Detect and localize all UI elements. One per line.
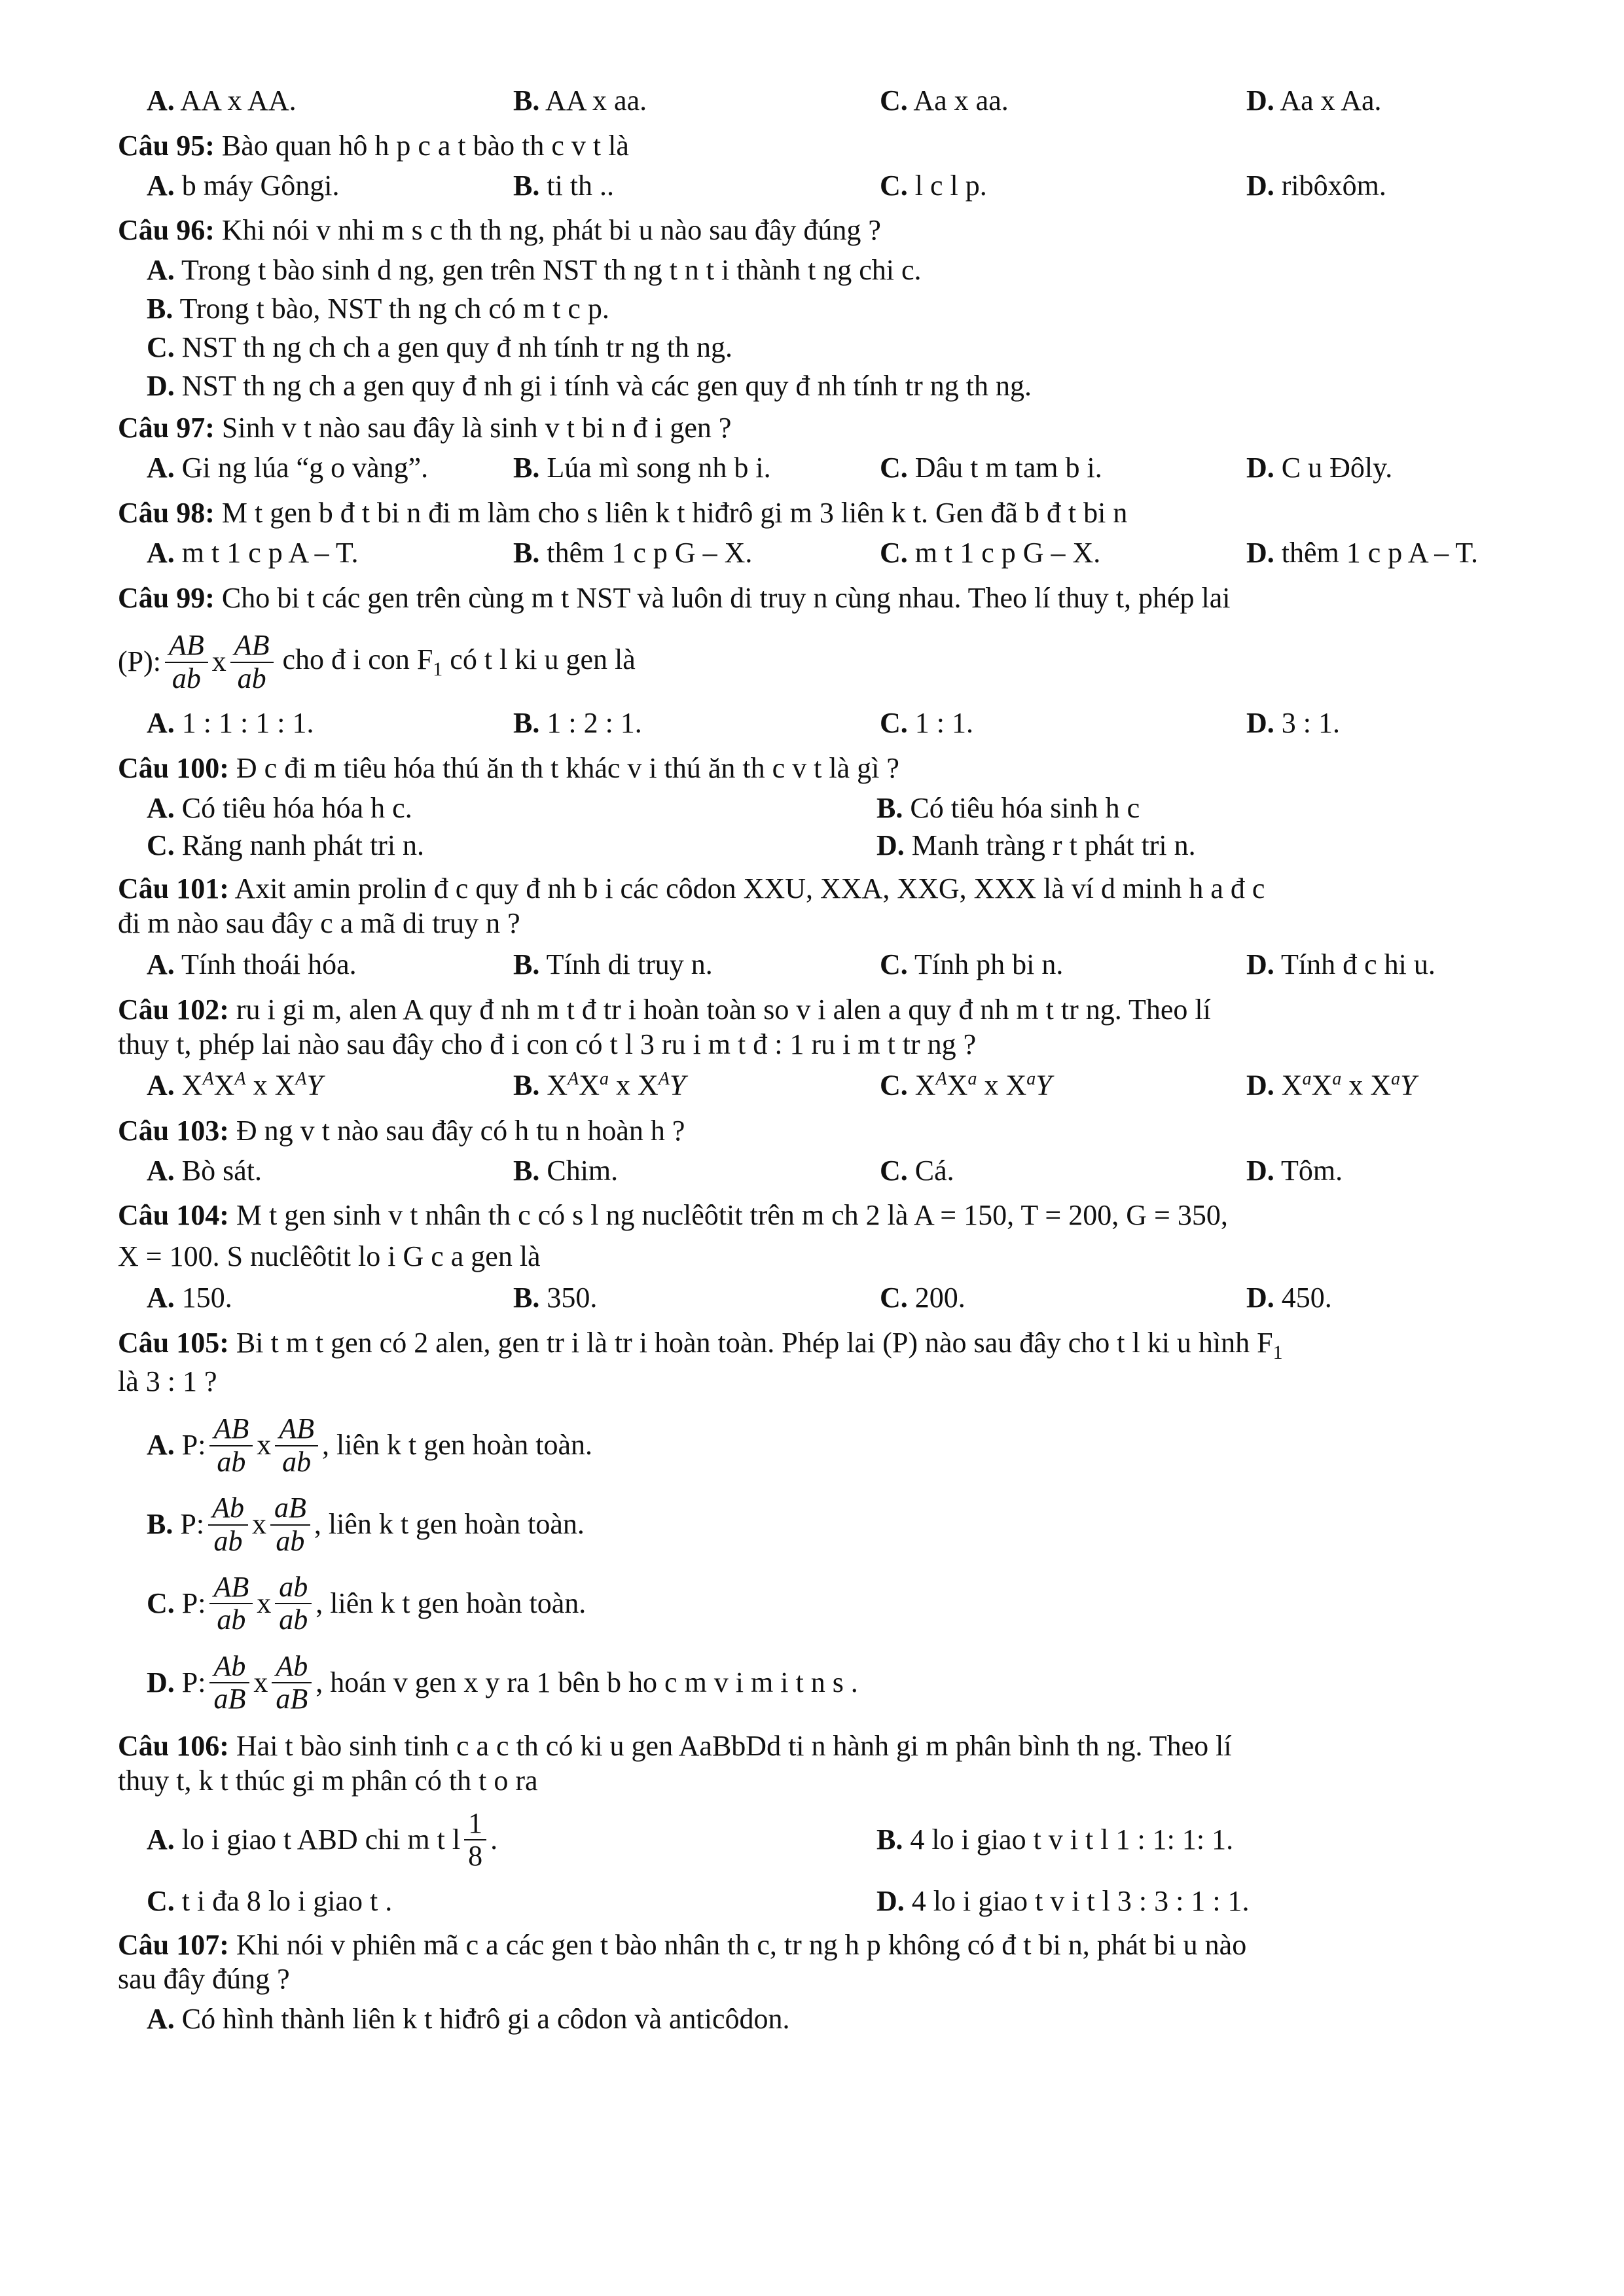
question-101 (118, 872, 1545, 906)
q94-options (147, 84, 1545, 118)
option-text: , hoán v gen x y ra 1 bên b ho c m v i m i t n s . (316, 1666, 858, 1698)
chromosome-x: X (213, 1069, 235, 1102)
question-100 (118, 751, 1545, 786)
option-label: D. (1246, 169, 1274, 202)
cross-sign: x (1348, 1069, 1363, 1102)
cross-sign: x (253, 1666, 268, 1698)
question-number: Câu 96: (118, 214, 215, 247)
option-label: B. (513, 707, 540, 740)
question-text: Đ ng v t nào sau đây có h tu n hoàn h ? (236, 1114, 685, 1147)
option-text: Cá. (914, 1154, 954, 1187)
cross-sign: x (257, 1429, 272, 1462)
option (147, 2002, 1545, 2037)
fraction-denominator: 8 (468, 1840, 483, 1873)
question-number: Câu 103: (118, 1114, 229, 1147)
fraction-numerator: Ab (209, 1651, 249, 1683)
fraction-denominator: ab (237, 662, 266, 694)
subscript: 1 (1272, 1341, 1283, 1363)
probability-fraction (464, 1808, 486, 1873)
option-text: 3 : 1. (1281, 707, 1341, 740)
option-text: 1 : 2 : 1. (547, 707, 642, 740)
cross-sign: x (616, 1069, 631, 1102)
allele: a (1302, 1069, 1312, 1090)
option-label: D. (1246, 536, 1274, 569)
question-104-cont: X = 100. S nuclêôtit lo i G c a gen là (118, 1240, 541, 1273)
option (1246, 451, 1574, 486)
option (147, 369, 1545, 404)
q96-options (147, 253, 1545, 403)
question-number: Câu 100: (118, 751, 229, 784)
allele: A (935, 1069, 947, 1090)
option-text: Chim. (547, 1154, 619, 1187)
option-label: A. (147, 536, 175, 569)
fraction-numerator: 1 (464, 1808, 486, 1840)
option-label: C. (880, 169, 908, 202)
option-label: C. (147, 331, 175, 363)
question-number: Câu 98: (118, 496, 215, 529)
p-label: P: (181, 1587, 206, 1619)
option-label: C. (880, 948, 908, 980)
fraction-numerator: aB (270, 1492, 310, 1525)
option (147, 169, 513, 204)
option-label: D. (1246, 707, 1274, 740)
subscript: 1 (433, 658, 443, 681)
question-95 (118, 129, 1545, 164)
chromosome-x: X (1370, 1069, 1392, 1102)
option-label: C. (880, 536, 908, 569)
option-label: C. (147, 829, 175, 861)
question-number: Câu 102: (118, 993, 229, 1026)
genotype-fraction (272, 1651, 312, 1715)
option-label: D. (147, 1666, 175, 1698)
option (147, 253, 1545, 288)
option-label: B. (513, 1154, 540, 1187)
fraction-numerator: ab (275, 1571, 312, 1604)
option-text: Lúa mì song nh b i. (547, 452, 771, 484)
chromosome-x: X (1281, 1069, 1303, 1102)
question-104 (118, 1198, 1545, 1233)
genotype-fraction (165, 630, 208, 694)
fraction-numerator: AB (209, 1413, 253, 1446)
question-number: Câu 104: (118, 1199, 229, 1232)
option-label: C. (880, 84, 908, 117)
question-text-tail (283, 643, 636, 681)
option (876, 829, 1574, 863)
genotype-fraction (209, 1413, 253, 1478)
option (513, 1154, 880, 1189)
genotype-fraction (208, 1492, 248, 1557)
option (513, 1068, 880, 1103)
option (147, 829, 876, 863)
option (1246, 706, 1574, 741)
cross-sign: x (253, 1069, 268, 1102)
question-98 (118, 496, 1545, 531)
option-label: B. (513, 948, 540, 980)
question-text: Axit amin prolin đ c quy đ nh b i các côdon XXU, XXA, XXG, XXX là ví d minh h a đ c (234, 872, 1265, 905)
option-label: C. (147, 1884, 175, 1917)
chromosome-y: Y (306, 1069, 323, 1102)
option-text: l c l p. (914, 169, 987, 202)
question-text: Hai t bào sinh tinh c a c th có ki u gen AaBbDd ti n hành gi m phân bình th ng. Theo lí (236, 1730, 1232, 1763)
option-text: m t 1 c p G – X. (914, 536, 1101, 569)
option-text: lo i giao t ABD chi m t l (181, 1823, 461, 1856)
option (1246, 1068, 1574, 1103)
chromosome-x: X (547, 1069, 568, 1102)
option-text: 450. (1281, 1281, 1332, 1314)
option-text: AA x aa. (545, 84, 647, 117)
option (1246, 948, 1574, 982)
q102-options (147, 1068, 1545, 1103)
allele: a (600, 1069, 609, 1090)
option-label: A. (147, 1429, 175, 1462)
question-97 (118, 411, 1545, 446)
option-text: C u Đôly. (1281, 452, 1393, 484)
option-label: B. (513, 1069, 540, 1102)
option (147, 84, 513, 118)
chromosome-x: X (1311, 1069, 1333, 1102)
option-text: AA x AA. (180, 84, 297, 117)
option-label: B. (513, 452, 540, 484)
option-text: ti th .. (547, 169, 615, 202)
option-text: t i đa 8 lo i giao t . (181, 1884, 393, 1917)
question-text: M t gen sinh v t nhân th c có s l ng nuclêôtit trên m ch 2 là A = 150, T = 200, G = 350, (236, 1199, 1228, 1232)
option (1246, 84, 1574, 118)
option (147, 706, 513, 741)
p-label: (P): (118, 645, 161, 678)
question-105-cont: là 3 : 1 ? (118, 1365, 217, 1397)
question-106 (118, 1729, 1545, 1764)
option-label: B. (513, 169, 540, 202)
question-102-cont: thuy t, phép lai nào sau đây cho đ i con có t l 3 ru i m t đ : 1 ru i m t tr ng ? (118, 1028, 977, 1060)
option (513, 948, 880, 982)
q95-options (147, 169, 1545, 204)
question-number: Câu 106: (118, 1730, 229, 1763)
q99-cross (118, 630, 1545, 694)
option-text: 4 lo i giao t v i t l 1 : 1: 1: 1. (910, 1823, 1234, 1856)
option-label: D. (1246, 452, 1274, 484)
option (147, 331, 1545, 365)
question-number: Câu 97: (118, 412, 215, 444)
option-text: Bò sát. (181, 1154, 262, 1187)
question-text: ru i gi m, alen A quy đ nh m t đ tr i hoàn toàn so v i alen a quy đ nh m t tr ng. Theo lí (236, 993, 1211, 1026)
question-99 (118, 581, 1545, 616)
option (880, 948, 1246, 982)
q100-options (147, 791, 1545, 826)
option-text: Có tiêu hóa sinh h c (910, 791, 1140, 824)
option-text: Trong t bào sinh d ng, gen trên NST th ng t n t i thành t ng chi c. (181, 254, 922, 287)
option (876, 1823, 1574, 1857)
q103-options (147, 1154, 1545, 1189)
chromosome-x: X (638, 1069, 659, 1102)
p-label: P: (181, 1666, 206, 1698)
genotype-fraction (275, 1571, 312, 1636)
q98-options (147, 536, 1545, 571)
p-label: P: (180, 1508, 205, 1541)
option-label: D. (876, 829, 905, 861)
question-number: Câu 105: (118, 1326, 229, 1359)
q107-options (147, 2002, 1545, 2037)
option-text: thêm 1 c p G – X. (547, 536, 753, 569)
question-106-cont: thuy t, k t thúc gi m phân có th t o ra (118, 1765, 538, 1797)
option-text: Manh tràng r t phát tri n. (911, 829, 1196, 861)
genotype-fraction (270, 1492, 310, 1557)
fraction-denominator: aB (213, 1683, 246, 1715)
option-text: Gi ng lúa “g o vàng”. (181, 452, 429, 484)
option-text: Răng nanh phát tri n. (181, 829, 425, 861)
question-text: Khi nói v nhi m s c th th ng, phát bi u nào sau đây đúng ? (221, 214, 881, 247)
cross-sign: x (984, 1069, 999, 1102)
chromosome-x: X (274, 1069, 296, 1102)
option-text: , liên k t gen hoàn toàn. (314, 1508, 585, 1541)
option-text: , liên k t gen hoàn toàn. (322, 1429, 593, 1462)
fraction-denominator: aB (276, 1683, 308, 1715)
option-text: b máy Gôngi. (181, 169, 340, 202)
question-102 (118, 993, 1545, 1028)
question-text: Bào quan hô h p c a t bào th c v t là (221, 129, 629, 162)
option-text: Tính ph bi n. (914, 948, 1064, 980)
chromosome-x: X (947, 1069, 968, 1102)
option-label: A. (147, 1154, 175, 1187)
option-text: Aa x aa. (913, 84, 1009, 117)
option-text: m t 1 c p A – T. (181, 536, 359, 569)
question-107 (118, 1928, 1545, 1963)
question-text: Sinh v t nào sau đây là sinh v t bi n đ i gen ? (221, 412, 732, 444)
fraction-denominator: ab (282, 1445, 312, 1478)
fraction-numerator: AB (209, 1571, 253, 1604)
option-text: , liên k t gen hoàn toàn. (316, 1587, 586, 1619)
option-text: Có tiêu hóa hóa h c. (181, 791, 412, 824)
allele: A (234, 1069, 246, 1090)
option (147, 292, 1545, 327)
option-text: ribôxôm. (1281, 169, 1386, 202)
question-96 (118, 213, 1545, 248)
option-text: 350. (547, 1281, 598, 1314)
option (147, 1154, 513, 1189)
option-label: B. (513, 536, 540, 569)
fraction-denominator: ab (217, 1445, 246, 1478)
option (147, 791, 876, 826)
question-101-cont: đi m nào sau đây c a mã di truy n ? (118, 907, 520, 940)
option (147, 1808, 876, 1873)
fraction-numerator: Ab (208, 1492, 248, 1525)
option-text: Aa x Aa. (1280, 84, 1382, 117)
option-text: Tôm. (1281, 1154, 1343, 1187)
option (1246, 536, 1574, 571)
punctuation: . (490, 1823, 498, 1856)
option-label: B. (513, 84, 540, 117)
fraction-denominator: ab (217, 1604, 246, 1636)
option (1246, 1154, 1574, 1189)
genotype-fraction (209, 1651, 249, 1715)
question-number: Câu 99: (118, 581, 215, 614)
allele: a (967, 1069, 977, 1090)
option-text: NST th ng ch a gen quy đ nh gi i tính và các gen quy đ nh tính tr ng th ng. (181, 369, 1032, 402)
question-number: Câu 95: (118, 129, 215, 162)
q99-options (147, 706, 1545, 741)
option-label: A. (147, 1281, 175, 1314)
option-label: C. (880, 707, 908, 740)
allele: A (295, 1069, 307, 1090)
option (147, 1651, 1545, 1715)
chromosome-y: Y (669, 1069, 686, 1102)
chromosome-x: X (1005, 1069, 1027, 1102)
fraction-numerator: Ab (272, 1651, 312, 1683)
option-label: B. (147, 1508, 173, 1541)
option (880, 706, 1246, 741)
option (880, 1068, 1246, 1103)
option-label: D. (1246, 1154, 1274, 1187)
allele: A (568, 1069, 579, 1090)
exam-page (118, 79, 1545, 2045)
chromosome-x: X (579, 1069, 600, 1102)
option (1246, 169, 1574, 204)
genotype-fraction (230, 630, 274, 694)
chromosome-y: Y (1400, 1069, 1416, 1102)
option (513, 536, 880, 571)
option-label: D. (1246, 1281, 1274, 1314)
option (880, 451, 1246, 486)
option (147, 536, 513, 571)
option-text: Tính thoái hóa. (181, 948, 357, 980)
fraction-numerator: AB (230, 630, 274, 662)
q106-options-2 (147, 1884, 1545, 1919)
option-text: Trong t bào, NST th ng ch có m t c p. (179, 292, 609, 325)
q101-options (147, 948, 1545, 982)
option (513, 706, 880, 741)
tail-text: có t l ki u gen là (442, 643, 636, 676)
option (513, 84, 880, 118)
genotype-fraction (275, 1413, 318, 1478)
question-number: Câu 101: (118, 872, 229, 905)
option-label: A. (147, 254, 175, 287)
option-label: A. (147, 1069, 175, 1102)
allele: a (1332, 1069, 1342, 1090)
cross-sign: x (211, 645, 226, 678)
fraction-numerator: AB (275, 1413, 318, 1446)
option-label: B. (876, 1823, 903, 1856)
option-label: D. (147, 369, 175, 402)
fraction-denominator: ab (213, 1524, 243, 1557)
option-text: thêm 1 c p A – T. (1281, 536, 1479, 569)
option (513, 169, 880, 204)
question-text: Đ c đi m tiêu hóa thú ăn th t khác v i thú ăn th c v t là gì ? (236, 751, 899, 784)
option-label: A. (147, 1823, 175, 1856)
fraction-denominator: ab (279, 1604, 308, 1636)
chromosome-y: Y (1036, 1069, 1052, 1102)
option (513, 451, 880, 486)
option (147, 1068, 513, 1103)
option-label: A. (147, 84, 175, 117)
option (147, 1281, 513, 1316)
option-text: 4 lo i giao t v i t l 3 : 3 : 1 : 1. (911, 1884, 1250, 1917)
allele: A (202, 1069, 214, 1090)
option-text: Tính đ c hi u. (1281, 948, 1435, 980)
option (876, 1884, 1574, 1919)
option-label: C. (880, 452, 908, 484)
question-103 (118, 1114, 1545, 1149)
p-label: P: (181, 1429, 206, 1462)
option-label: A. (147, 452, 175, 484)
option-text: 150. (181, 1281, 232, 1314)
option-label: C. (880, 1069, 908, 1102)
option (147, 1571, 1545, 1636)
cross-sign: x (257, 1587, 272, 1619)
chromosome-x: X (181, 1069, 203, 1102)
fraction-numerator: AB (165, 630, 208, 662)
option (876, 791, 1574, 826)
option (880, 84, 1246, 118)
option (147, 451, 513, 486)
allele: A (658, 1069, 670, 1090)
allele: a (1026, 1069, 1036, 1090)
option (880, 1281, 1246, 1316)
option-label: B. (876, 791, 903, 824)
fraction-denominator: ab (171, 662, 201, 694)
option-label: C. (880, 1281, 908, 1314)
chromosome-x: X (914, 1069, 936, 1102)
option (147, 1492, 1545, 1557)
option-label: C. (147, 1587, 175, 1619)
question-105 (118, 1326, 1545, 1365)
option (513, 1281, 880, 1316)
option (880, 169, 1246, 204)
option-label: A. (147, 948, 175, 980)
q97-options (147, 451, 1545, 486)
q104-options (147, 1281, 1545, 1316)
option-label: A. (147, 707, 175, 740)
option (147, 948, 513, 982)
option-text: Tính di truy n. (546, 948, 713, 980)
option-label: D. (876, 1884, 905, 1917)
question-text: Khi nói v phiên mã c a các gen t bào nhân th c, tr ng h p không có đ t bi n, phát bi u nào (236, 1928, 1247, 1961)
option-text: Có hình thành liên k t hiđrô gi a côdon và anticôdon. (181, 2003, 790, 2036)
option (147, 1413, 1545, 1478)
question-number: Câu 107: (118, 1928, 229, 1961)
option-text: NST th ng ch ch a gen quy đ nh tính tr ng th ng. (181, 331, 733, 363)
option-label: B. (513, 1281, 540, 1314)
q100-options-2 (147, 829, 1545, 863)
option (880, 536, 1246, 571)
option (1246, 1281, 1574, 1316)
option-label: B. (147, 292, 173, 325)
option-text: 1 : 1 : 1 : 1. (181, 707, 314, 740)
option-label: A. (147, 2003, 175, 2036)
question-text: M t gen b đ t bi n đi m làm cho s liên k t hiđrô gi m 3 liên k t. Gen đã b đ t bi n (221, 496, 1128, 529)
option-label: D. (1246, 1069, 1274, 1102)
genotype-fraction (209, 1571, 253, 1636)
option-label: C. (880, 1154, 908, 1187)
allele: a (1391, 1069, 1401, 1090)
fraction-denominator: ab (276, 1524, 305, 1557)
question-107-cont: sau đây đúng ? (118, 1963, 290, 1996)
option (147, 1884, 876, 1919)
option-label: A. (147, 791, 175, 824)
option-label: D. (1246, 948, 1274, 980)
question-text: Bi t m t gen có 2 alen, gen tr i là tr i hoàn toàn. Phép lai (P) nào sau đây cho t l ki u hình F (236, 1326, 1273, 1359)
option-label: D. (1246, 84, 1274, 117)
cross-sign: x (251, 1508, 266, 1541)
option-text: Dâu t m tam b i. (914, 452, 1102, 484)
tail-text: cho đ i con F (282, 643, 433, 676)
question-text: Cho bi t các gen trên cùng m t NST và luôn di truy n cùng nhau. Theo lí thuy t, phép lai (221, 581, 1231, 614)
option-label: A. (147, 169, 175, 202)
option-text: 1 : 1. (914, 707, 974, 740)
q106-options (147, 1808, 1545, 1873)
option (880, 1154, 1246, 1189)
option-text: 200. (914, 1281, 965, 1314)
